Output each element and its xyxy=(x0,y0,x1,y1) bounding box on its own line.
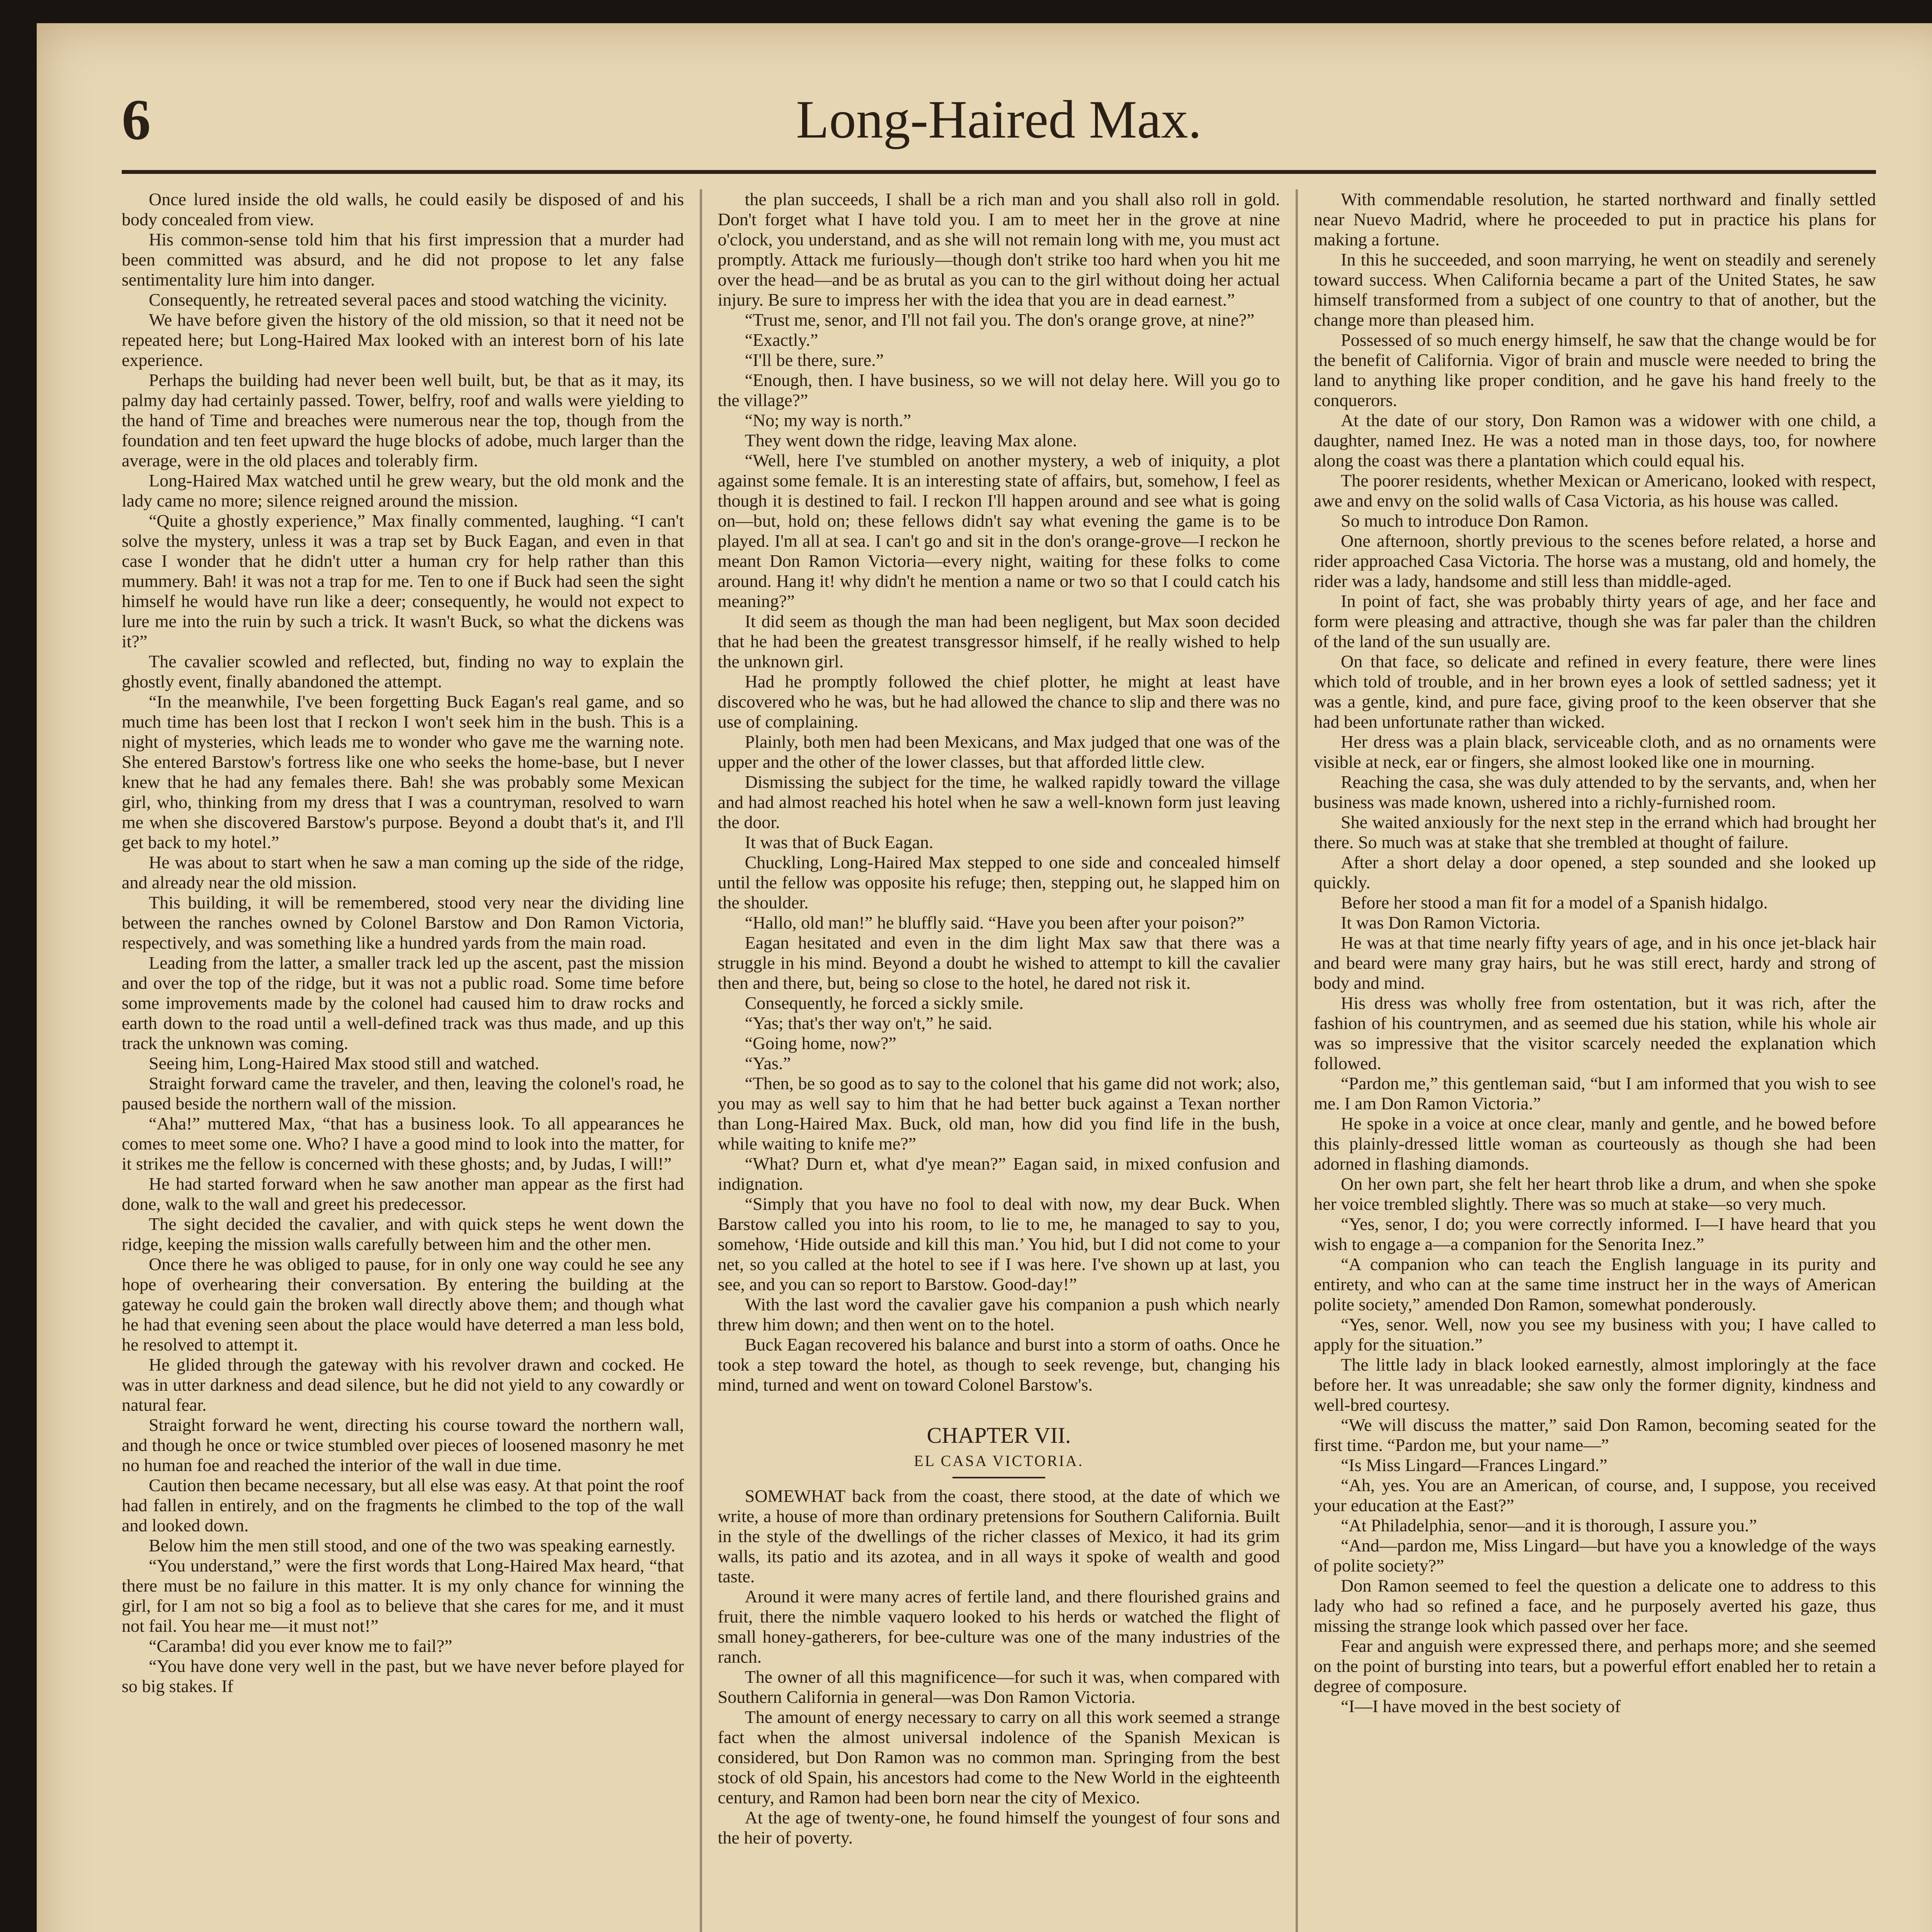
chapter-subtitle: EL CASA VICTORIA. xyxy=(914,1452,1084,1469)
paragraph: “A companion who can teach the English language in its purity and entirety, and who can at the same time instruct her in the ways of American polite society,” amended Don Ramon, somewhat ponderously. xyxy=(1314,1254,1876,1314)
paragraph: “Yas.” xyxy=(745,1053,791,1073)
paragraph: “Caramba! did you ever know me to fail?” xyxy=(149,1636,452,1656)
paragraph: “I'll be there, sure.” xyxy=(745,350,884,370)
paragraph: Don Ramon seemed to feel the question a delicate one to address to this lady who had so refined a face, and he purposely averted his gaze, thus missing the strange look which passed over her face. xyxy=(1314,1576,1876,1636)
paragraph: “I—I have moved in the best society of xyxy=(1341,1696,1621,1716)
paragraph: Chuckling, Long-Haired Max stepped to one side and concealed himself until the fellow was opposite his refuge; then, stepping out, he slapped him on the shoulder. xyxy=(718,852,1280,912)
paragraph: We have before given the history of the old mission, so that it need not be repeated here; but Long-Haired Max looked with an interest born of his late experience. xyxy=(122,310,684,370)
text-columns xyxy=(122,189,1876,1932)
paragraph: With commendable resolution, he started northward and finally settled near Nuevo Madrid, where he proceeded to put in practice his plans for making a fortune. xyxy=(1314,189,1876,249)
paragraph: He spoke in a voice at once clear, manly and gentle, and he bowed before this plainly-dressed little woman as courteously as though she had been adorned in flashing diamonds. xyxy=(1314,1114,1876,1173)
paragraph: Caution then became necessary, but all else was easy. At that point the roof had fallen in entirely, and on the fragments he climbed to the top of the wall and looked down. xyxy=(122,1475,684,1535)
paragraph: The sight decided the cavalier, and with quick steps he went down the ridge, keeping the mission walls carefully between him and the other men. xyxy=(122,1214,684,1254)
paragraph: “Exactly.” xyxy=(745,330,818,350)
paragraph: In this he succeeded, and soon marrying, he went on steadily and serenely toward success. When California became a part of the United States, he saw himself transformed from a subject of one country to that of another, but the change more than pleased him. xyxy=(1314,250,1876,330)
paragraph: It did seem as though the man had been negligent, but Max soon decided that he had been the greatest transgressor himself, if he really wished to help the unknown girl. xyxy=(718,611,1280,671)
paragraph: At the age of twenty-one, he found himself the youngest of four sons and the heir of poverty. xyxy=(718,1808,1280,1847)
paragraph: “Then, be so good as to say to the colonel that his game did not work; also, you may as well say to him that he had better buck against a Texan norther than Long-Haired Max. Buck, old man, how did you find life in the bush, while waiting to knife me?” xyxy=(718,1073,1280,1153)
paragraph: “At Philadelphia, senor—and it is thorough, I assure you.” xyxy=(1341,1515,1757,1535)
paragraph: “Pardon me,” this gentleman said, “but I am informed that you wish to see me. I am Don Ramon Victoria.” xyxy=(1314,1073,1876,1113)
paragraph: Before her stood a man fit for a model of a Spanish hidalgo. xyxy=(1341,893,1768,912)
paragraph: Leading from the latter, a smaller track led up the ascent, past the mission and over the top of the ridge, but it was not a public road. Some time before some improvements made by the colonel had caused him to draw rocks and earth down to the road until a well-defined track was thus made, and up this track the unknown was coming. xyxy=(122,953,684,1053)
newspaper-page xyxy=(37,23,1932,1932)
paragraph: “Quite a ghostly experience,” Max finally commented, laughing. “I can't solve the mystery, unless it was a trap set by Buck Eagan, and even in that case I wonder that he didn't utter a human cry for help rather than this mummery. Bah! it was not a trap for me. Ten to one if Buck had seen the sight himself he would have run like a deer; consequently, he would not expect to lure me into the ruin by such a trick. It wasn't Buck, so what the dickens was it?” xyxy=(122,511,684,651)
paragraph: Below him the men still stood, and one of the two was speaking earnestly. xyxy=(149,1536,675,1555)
paragraph: He glided through the gateway with his revolver drawn and cocked. He was in utter darkness and dead silence, but he did not yield to any cowardly or natural fear. xyxy=(122,1355,684,1415)
paragraph: He was about to start when he saw a man coming up the side of the ridge, and already near the old mission. xyxy=(122,852,684,892)
paragraph: “You understand,” were the first words that Long-Haired Max heard, “that there must be no failure in this matter. It is my only chance for winning the girl, for I am not so big a fool as to believe that she cares for me, and it must not fail. You hear me—it must not!” xyxy=(122,1556,684,1636)
paragraph: “We will discuss the matter,” said Don Ramon, becoming seated for the first time. “Pardon me, but your name—” xyxy=(1314,1415,1876,1455)
paragraph: Once lured inside the old walls, he could easily be disposed of and his body concealed from view. xyxy=(122,189,684,229)
paragraph: The cavalier scowled and reflected, but, finding no way to explain the ghostly event, finally abandoned the attempt. xyxy=(122,651,684,691)
header-rule xyxy=(122,170,1876,174)
paragraph: Consequently, he retreated several paces and stood watching the vicinity. xyxy=(149,290,667,310)
paragraph: Straight forward came the traveler, and then, leaving the colonel's road, he paused beside the northern wall of the mission. xyxy=(122,1073,684,1113)
paragraph: Reaching the casa, she was duly attended to by the servants, and, when her business was made known, ushered into a richly-furnished room. xyxy=(1314,772,1876,812)
paragraph: “Trust me, senor, and I'll not fail you. The don's orange grove, at nine?” xyxy=(745,310,1255,330)
paragraph: Perhaps the building had never been well built, but, be that as it may, its palmy day had certainly passed. Tower, belfry, roof and walls were yielding to the hand of Time and breaches were numerous near the top, though from the foundation and ten feet upward the huge blocks of adobe, much larger than the average, were in the old places and tolerably firm. xyxy=(122,370,684,470)
paragraph: So much to introduce Don Ramon. xyxy=(1341,511,1589,531)
paragraph: Around it were many acres of fertile land, and there flourished grains and fruit, there the nimble vaquero looked to his herds or watched the flight of small honey-gatherers, for bee-culture was one of the many industries of the ranch. xyxy=(718,1587,1280,1667)
paragraph: “Aha!” muttered Max, “that has a business look. To all appearances he comes to meet some one. Who? I have a good mind to look into the matter, for it strikes me the fellow is concerned with these ghosts; and, by Judas, I will!” xyxy=(122,1114,684,1173)
chapter-rule xyxy=(952,1477,1045,1478)
paragraph: The amount of energy necessary to carry on all this work seemed a strange fact when the almost universal indolence of the Spanish Mexican is considered, but Don Ramon was no common man. Springing from the best stock of old Spain, his ancestors had come to the New World in the eighteenth century, and Ramon had been born near the city of Mexico. xyxy=(718,1707,1280,1807)
paragraph: Straight forward he went, directing his course toward the northern wall, and though he once or twice stumbled over pieces of loosened masonry he met no human foe and reached the interior of the wall in due time. xyxy=(122,1415,684,1475)
paragraph: “Well, here I've stumbled on another mystery, a web of iniquity, a plot against some female. It is an interesting state of affairs, but, somehow, I feel as though it is destined to fail. I reckon I'll happen around and see what is going on—but, hold on; these fellows didn't say what evening the game is to be played. I'm all at sea. I can't go and sit in the don's orange-grove—I reckon he meant Don Ramon Victoria—every night, waiting for these folks to come around. Hang it! why didn't he mention a name or two so that I could catch his meaning?” xyxy=(718,451,1280,611)
paragraph: She waited anxiously for the next step in the errand which had brought her there. So much was at stake that she trembled at thought of failure. xyxy=(1314,812,1876,852)
text-column-2 xyxy=(718,189,1280,1932)
paragraph: “Enough, then. I have business, so we will not delay here. Will you go to the village?” xyxy=(718,370,1280,410)
paragraph: the plan succeeds, I shall be a rich man and you shall also roll in gold. Don't forget what I have told you. I am to meet her in the grove at nine o'clock, you understand, and as she will not remain long with me, you must act promptly. Attack me furiously—though don't strike too hard when you hit me over the head—and be as brutal as you can to the girl without doing her actual injury. Be sure to impress her with the idea that you are in dead earnest.” xyxy=(718,189,1280,310)
paragraph: It was that of Buck Eagan. xyxy=(745,832,934,852)
paragraph: After a short delay a door opened, a step sounded and she looked up quickly. xyxy=(1314,852,1876,892)
column-divider xyxy=(1296,189,1298,1932)
paragraph: Dismissing the subject for the time, he walked rapidly toward the village and had almost reached his hotel when he saw a well-known form just leaving the door. xyxy=(718,772,1280,832)
paragraph: “Hallo, old man!” he bluffly said. “Have you been after your poison?” xyxy=(745,913,1245,932)
paragraph: His dress was wholly free from ostentation, but it was rich, after the fashion of his countrymen, and as seemed due his station, while his whole air was so impressive that the visitor scarcely needed the explanation which followed. xyxy=(1314,993,1876,1073)
paragraph: One afternoon, shortly previous to the scenes before related, a horse and rider approached Casa Victoria. The horse was a mustang, old and homely, the rider was a lady, handsome and still less than middle-aged. xyxy=(1314,531,1876,591)
paragraph: His common-sense told him that his first impression that a murder had been committed was absurd, and he did not propose to let any false sentimentality lure him into danger. xyxy=(122,230,684,289)
paragraph: “You have done very well in the past, but we have never before played for so big stakes. If xyxy=(122,1656,684,1696)
paragraph: This building, it will be remembered, stood very near the dividing line between the ranches owned by Colonel Barstow and Don Ramon Victoria, respectively, and was something like a hundred yards from the main road. xyxy=(122,893,684,952)
paragraph: Her dress was a plain black, serviceable cloth, and as no ornaments were visible at neck, ear or fingers, she almost looked like one in mourning. xyxy=(1314,732,1876,772)
paragraph: Had he promptly followed the chief plotter, he might at least have discovered who he was, but he had allowed the chance to slip and there was no use of complaining. xyxy=(718,672,1280,731)
paragraph: He had started forward when he saw another man appear as the first had done, walk to the wall and greet his predecessor. xyxy=(122,1174,684,1214)
paragraph: “Yes, senor, I do; you were correctly informed. I—I have heard that you wish to engage a—a companion for the Senorita Inez.” xyxy=(1314,1214,1876,1254)
paragraph: Eagan hesitated and even in the dim light Max saw that there was a struggle in his mind. Beyond a doubt he wished to attempt to kill the cavalier then and there, but, being so close to the hotel, he dared not risk it. xyxy=(718,933,1280,993)
paragraph: On that face, so delicate and refined in every feature, there were lines which told of trouble, and in her brown eyes a look of settled sadness; yet it was a gentle, kind, and pure face, giving proof to the keen observer that she had been unfortunate rather than wicked. xyxy=(1314,651,1876,731)
text-column-3 xyxy=(1314,189,1876,1932)
paragraph: “Going home, now?” xyxy=(745,1033,896,1053)
paragraph: Buck Eagan recovered his balance and burst into a storm of oaths. Once he took a step toward the hotel, as though to seek revenge, but, changing his mind, turned and went on toward Colonel Barstow's. xyxy=(718,1335,1280,1395)
paragraph: “Simply that you have no fool to deal with now, my dear Buck. When Barstow called you into his room, to lie to me, he managed to say to you, somehow, ‘Hide outside and kill this man.’ You hid, but I did not come to your net, so you called at the hotel to see if I was here. I've shown up at last, you see, and you can so report to Barstow. Good-day!” xyxy=(718,1194,1280,1294)
paragraph: Long-Haired Max watched until he grew weary, but the old monk and the lady came no more; silence reigned around the mission. xyxy=(122,471,684,510)
paragraph: The owner of all this magnificence—for such it was, when compared with Southern California in general—was Don Ramon Victoria. xyxy=(718,1667,1280,1707)
paragraph: “What? Durn et, what d'ye mean?” Eagan said, in mixed confusion and indignation. xyxy=(718,1154,1280,1194)
paragraph: “Is Miss Lingard—Frances Lingard.” xyxy=(1341,1455,1607,1475)
paragraph: Possessed of so much energy himself, he saw that the change would be for the benefit of California. Vigor of brain and muscle were needed to bring the land to anything like proper condition, and he gave his hand freely to the conquerors. xyxy=(1314,330,1876,410)
paragraph: At the date of our story, Don Ramon was a widower with one child, a daughter, named Inez. He was a noted man in those days, too, for nowhere along the coast was there a plantation which could equal his. xyxy=(1314,410,1876,470)
chapter-heading: CHAPTER VII. xyxy=(927,1423,1071,1448)
paragraph: “No; my way is north.” xyxy=(745,410,912,430)
paragraph: “In the meanwhile, I've been forgetting Buck Eagan's real game, and so much time has been lost that I reckon I won't seek him in the bush. This is a night of mysteries, which leads me to wonder who gave me the warning note. She entered Barstow's fortress like one who seeks the home-base, but I never knew that he had any females there. Bah! she was probably some Mexican girl, who, thinking from my dress that I was a countryman, resolved to warn me when she discovered Barstow's purpose. Beyond a doubt that's it, and I'll get back to my hotel.” xyxy=(122,692,684,852)
paragraph: The poorer residents, whether Mexican or Americano, looked with respect, awe and envy on the solid walls of Casa Victoria, as his house was called. xyxy=(1314,471,1876,510)
running-title: Long-Haired Max. xyxy=(796,90,1202,150)
paragraph: In point of fact, she was probably thirty years of age, and her face and form were pleasing and attractive, though she was far paler than the children of the land of the sun usually are. xyxy=(1314,591,1876,651)
paragraph: Fear and anguish were expressed there, and perhaps more; and she seemed on the point of bursting into tears, but a powerful effort enabled her to retain a degree of composure. xyxy=(1314,1636,1876,1696)
paragraph: They went down the ridge, leaving Max alone. xyxy=(745,430,1077,450)
paragraph: Plainly, both men had been Mexicans, and Max judged that one was of the upper and the other of the lower classes, but that afforded little clew. xyxy=(718,732,1280,772)
paragraph: Once there he was obliged to pause, for in only one way could he see any hope of overhearing their conversation. By entering the building at the gateway he could gain the broken wall directly above them; and though what he had that evening seen about the place would have deterred a man less bold, he resolved to attempt it. xyxy=(122,1254,684,1354)
paragraph: The little lady in black looked earnestly, almost imploringly at the face before her. It was unreadable; she saw only the former dignity, kindness and well-bred courtesy. xyxy=(1314,1355,1876,1415)
text-column-1 xyxy=(122,189,684,1932)
paragraph: With the last word the cavalier gave his companion a push which nearly threw him down; and then went on to the hotel. xyxy=(718,1294,1280,1334)
paragraph: “Yas; that's ther way on't,” he said. xyxy=(745,1013,992,1033)
paragraph: On her own part, she felt her heart throb like a drum, and when she spoke her voice trembled slightly. There was so much at stake—so very much. xyxy=(1314,1174,1876,1214)
paragraph: “And—pardon me, Miss Lingard—but have you a knowledge of the ways of polite society?” xyxy=(1314,1536,1876,1575)
paragraph: Consequently, he forced a sickly smile. xyxy=(745,993,1024,1013)
page-header xyxy=(122,81,1876,158)
paragraph: SOMEWHAT back from the coast, there stood, at the date of which we write, a house of more than ordinary pretensions for Southern California. Built in the style of the dwellings of the richer classes of Mexico, it had its grim walls, its patio and its azotea, and in all ways it spoke of wealth and good taste. xyxy=(718,1486,1280,1586)
page-number: 6 xyxy=(122,88,151,152)
paragraph: “Yes, senor. Well, now you see my business with you; I have called to apply for the situation.” xyxy=(1314,1315,1876,1354)
column-divider xyxy=(700,189,702,1932)
paragraph: “Ah, yes. You are an American, of course, and, I suppose, you received your education at the East?” xyxy=(1314,1475,1876,1515)
paragraph: He was at that time nearly fifty years of age, and in his once jet-black hair and beard were many gray hairs, but he was still erect, hardy and strong of body and mind. xyxy=(1314,933,1876,993)
paragraph: Seeing him, Long-Haired Max stood still and watched. xyxy=(149,1053,539,1073)
paragraph: It was Don Ramon Victoria. xyxy=(1341,913,1541,932)
